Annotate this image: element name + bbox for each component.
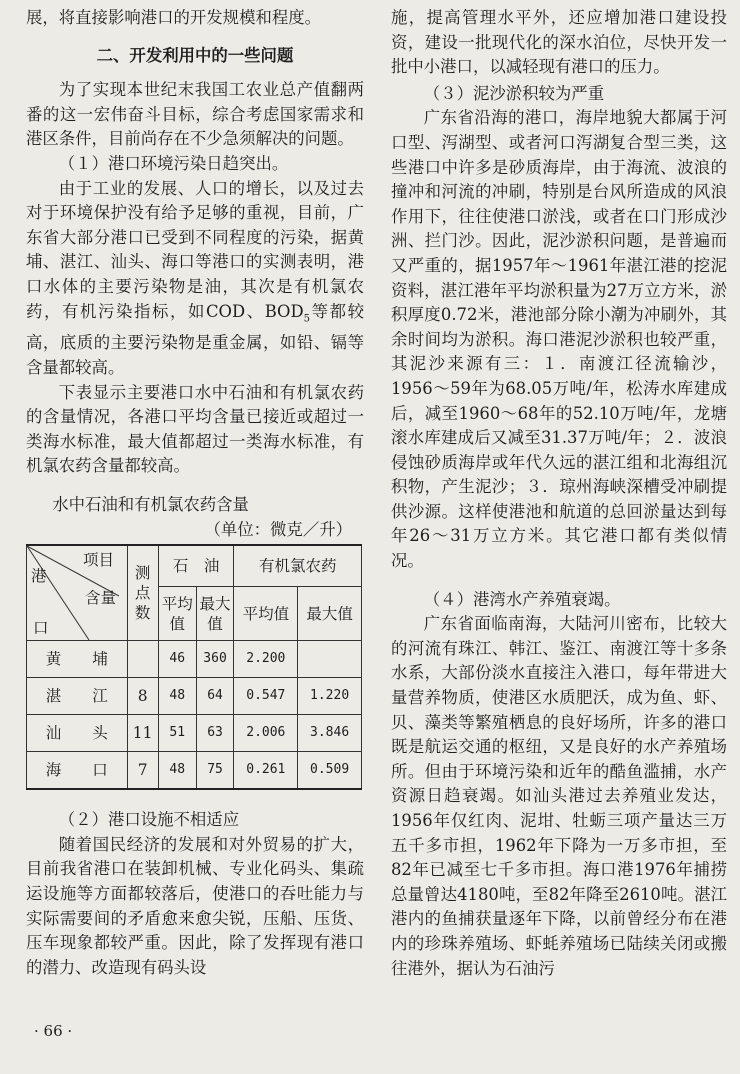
paragraph-intro: 为了实现本世纪末我国工农业总产值翻两番的这一宏伟奋斗目标，综合考虑国家需求和港区条件，目前尚存在不少急须解决的问题。 bbox=[26, 80, 364, 149]
header-content: 含量 bbox=[85, 589, 117, 608]
paragraph-continuation: 展，将直接影响港口的开发规模和程度。 bbox=[26, 8, 322, 27]
table-row bbox=[27, 641, 362, 678]
port-cell: 湛 江 bbox=[27, 678, 128, 715]
header-port: 港 bbox=[31, 567, 47, 586]
oil-avg-cell: 48 bbox=[158, 678, 196, 715]
pest-max-cell: 1.220 bbox=[298, 678, 362, 715]
table-row bbox=[27, 678, 362, 715]
oil-avg-cell: 46 bbox=[158, 641, 196, 678]
data-table bbox=[26, 544, 362, 790]
oil-max-cell: 64 bbox=[196, 678, 234, 715]
subheading-facilities: （２）港口设施不相适应 bbox=[58, 810, 240, 830]
subscript-5: 5 bbox=[303, 312, 310, 324]
table-unit: （单位：微克／升） bbox=[204, 519, 352, 539]
header-oil-max: 最大值 bbox=[196, 587, 234, 641]
pest-max-cell bbox=[298, 641, 362, 678]
points-cell: 8 bbox=[127, 678, 158, 715]
pest-max-cell: 3.846 bbox=[298, 715, 362, 752]
points-cell: 11 bbox=[127, 715, 158, 752]
paragraph-facilities: 随着国民经济的发展和对外贸易的扩大，目前我省港口在装卸机械、专业化码头、集疏运设施等方面都较落后，使港口的吞吐能力与实际需要间的矛盾愈来愈尖锐，压船、压货、压车现象都较严重。因此，除了发挥现有港口的潜力、改造现有码头设 bbox=[26, 834, 364, 977]
paragraph-sediment: 广东省沿海的港口，海岸地貌大都属于河口型、泻湖型、或者河口泻湖复合型三类，这些港口中许多是砂质海岸，由于海流、波浪的撞冲和河流的冲刷，特别是台风所造成的风浪作用下，往往使港口淤浅，或者在口门形成沙洲、拦门沙。因此，泥沙淤积问题，是普遍而又严重的，据1957年～1961年湛江港的挖泥资料，湛江港年平均淤积量为27万立方米，淤积厚度0.72米，港池部分除小潮为冲刷外，其余时间均为淤积。海口港泥沙淤积也较严重，其泥沙来源有三：１．南渡江径流输沙，1956～59年为68.05万吨/年，松涛水库建成后，减至1960～68年的52.10万吨/年，龙塘滚水库建成后又减至31.37万吨/年；２．波浪侵蚀砂质海岸或年代久远的湛江组和北海组沉积物，产生泥沙；３．琼州海峡深槽受冲刷提供沙源。这样使港池和航道的总回淤量达到每年26～31万立方米。其它港口都有类似情况。 bbox=[391, 108, 727, 571]
oil-avg-cell: 48 bbox=[158, 752, 196, 790]
section-title: 二、开发利用中的一些问题 bbox=[96, 45, 294, 65]
table-corner-header bbox=[27, 545, 128, 641]
points-cell bbox=[127, 641, 158, 678]
points-cell: 7 bbox=[127, 752, 158, 790]
paragraph-pollution-a: 由于工业的发展、人口的增长，以及过去对于环境保护没有给予足够的重视，目前，广东省大部分港口已受到不同程度的污染，据黄埔、湛江、汕头、海口等港口的实测表明，港口水体的主要污染物是油，其次是有机氯农药，有机污染指标，如COD、BOD bbox=[26, 178, 364, 321]
paragraph-continuation-right: 施，提高管理水平外，还应增加港口建设投资，建设一批现代化的深水泊位，尽快开发一批中小港口，以减轻现有港口的压力。 bbox=[391, 8, 727, 77]
port-cell: 汕 头 bbox=[27, 715, 128, 752]
header-pest-avg: 平均值 bbox=[234, 587, 298, 641]
table-caption: 水中石油和有机氯农药含量 bbox=[52, 494, 249, 514]
right-column bbox=[391, 6, 727, 981]
header-kou: 口 bbox=[33, 619, 49, 638]
pest-avg-cell: 2.200 bbox=[234, 641, 298, 678]
paragraph-pollution-b: 等都较高，底质的主要污染物是重金属，如铅、镉等含量都较高。 bbox=[26, 301, 364, 377]
left-column bbox=[26, 6, 364, 980]
header-pesticide: 有机氯农药 bbox=[234, 545, 362, 586]
paragraph-aquaculture: 广东省面临南海，大陆河川密布，比较大的河流有珠江、韩江、鉴江、南渡江等十多条水系，大部份淡水直接注入港口，每年带进大量营养物质，使港区水质肥沃，成为鱼、虾、贝、藻类等繁殖栖息的良好场所，许多的港口既是航运交通的枢纽，又是良好的水产养殖场所。但由于环境污染和近年的酷鱼滥捕，水产资源日趋衰竭。如汕头港过去养殖业发达，1956年仅红肉、泥坩、牡蛎三项产量达三万五千多市担，1962年下降为一万多市担，至82年已减至七千多市担。海口港1976年捕捞总量曾达4180吨，至82年降至2610吨。湛江港内的鱼捕获量逐年下降，以前曾经分布在港内的珍珠养殖场、虾蚝养殖场已陆续关闭或搬往港外，据认为石油污 bbox=[391, 614, 727, 978]
header-points: 测点数 bbox=[127, 545, 158, 641]
page-number: · 66 · bbox=[34, 1022, 73, 1040]
port-cell: 黄 埔 bbox=[27, 641, 128, 678]
pest-avg-cell: 0.261 bbox=[234, 752, 298, 790]
header-pest-max: 最大值 bbox=[298, 587, 362, 641]
subheading-sediment: （３）泥沙淤积较为严重 bbox=[423, 83, 605, 103]
paragraph-table-intro: 下表显示主要港口水中石油和有机氯农药的含量情况，各港口平均含量已接近或超过一类海水标准，最大值都超过一类海水标准，有机氯农药含量都较高。 bbox=[26, 382, 364, 476]
subheading-pollution: （１）港口环境污染日趋突出。 bbox=[58, 153, 289, 173]
table-row bbox=[27, 752, 362, 790]
header-oil: 石 油 bbox=[158, 545, 234, 586]
port-cell: 海 口 bbox=[27, 752, 128, 790]
header-oil-avg: 平均值 bbox=[158, 587, 196, 641]
oil-avg-cell: 51 bbox=[158, 715, 196, 752]
paragraph-pollution bbox=[26, 177, 364, 381]
pest-max-cell: 0.509 bbox=[298, 752, 362, 790]
pest-avg-cell: 0.547 bbox=[234, 678, 298, 715]
oil-max-cell: 75 bbox=[196, 752, 234, 790]
header-item: 项目 bbox=[83, 551, 115, 570]
oil-max-cell: 63 bbox=[196, 715, 234, 752]
subheading-aquaculture: （４）港湾水产养殖衰竭。 bbox=[423, 589, 621, 609]
table-row bbox=[27, 715, 362, 752]
oil-max-cell: 360 bbox=[196, 641, 234, 678]
pest-avg-cell: 2.006 bbox=[234, 715, 298, 752]
